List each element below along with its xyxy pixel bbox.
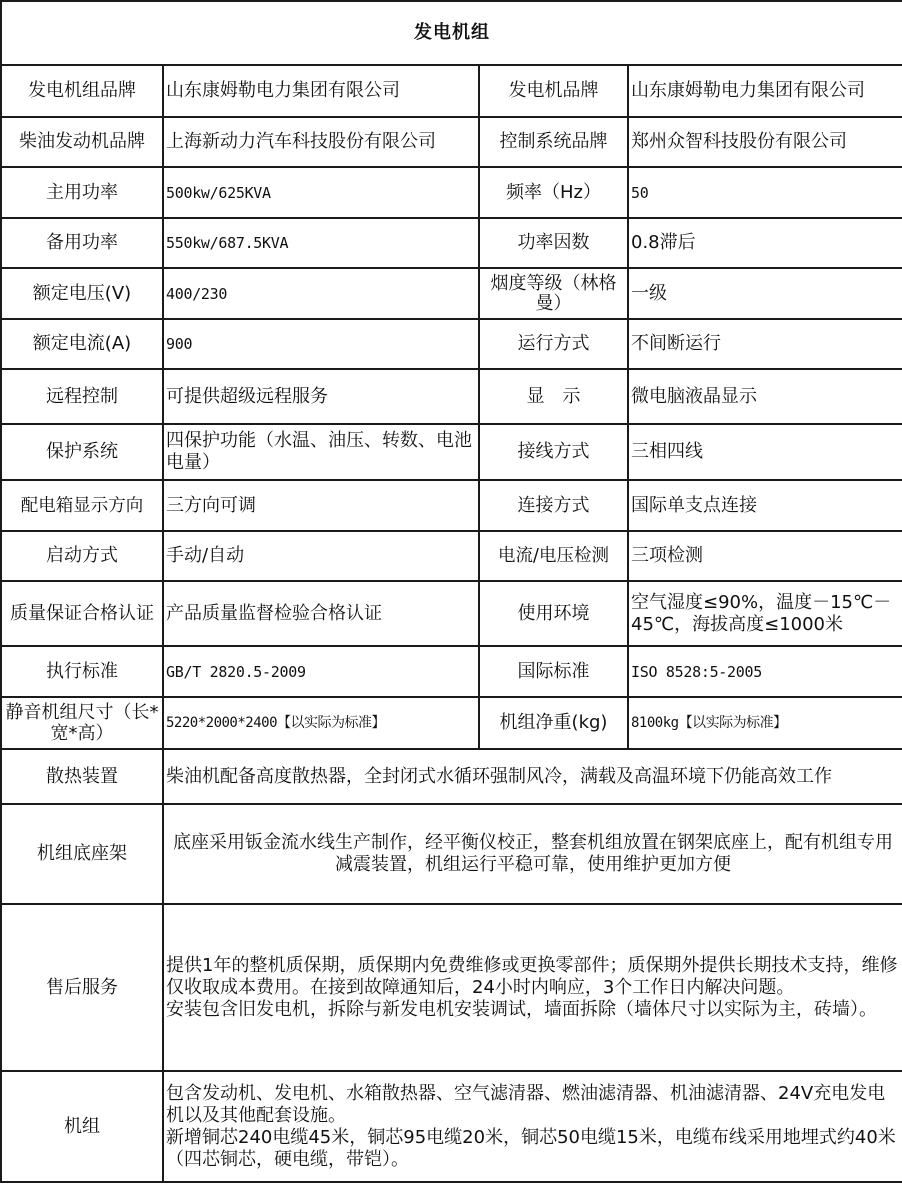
label-display: 显 示	[479, 369, 628, 424]
label-operation-mode: 运行方式	[479, 319, 628, 369]
value-standby-power: 550kw/687.5KVA	[163, 218, 479, 268]
label-panel-direction: 配电箱显示方向	[1, 480, 163, 531]
value-genset-brand: 山东康姆勒电力集团有限公司	[163, 65, 479, 117]
base-frame-text: 底座采用钣金流水线生产制作，经平衡仪校正，整套机组放置在钢架底座上，配有机组专用减震装置，机组运行平稳可靠，使用维护更加方便	[173, 832, 893, 875]
value-smoke-grade: 一级	[628, 268, 902, 319]
spec-row-genset-brand	[1, 65, 902, 117]
value-start-mode: 手动/自动	[163, 531, 479, 581]
value-display: 微电脑液晶显示	[628, 369, 902, 424]
value-net-weight: 8100kg【以实际为标准】	[628, 697, 902, 749]
label-standby-power: 备用功率	[1, 218, 163, 268]
value-panel-direction: 三方向可调	[163, 480, 479, 531]
label-rated-current: 额定电流(A)	[1, 319, 163, 369]
label-unit: 机组	[1, 1071, 163, 1182]
value-quality-certification: 产品质量监督检验合格认证	[163, 581, 479, 646]
value-diesel-engine-brand: 上海新动力汽车科技股份有限公司	[163, 117, 479, 167]
after-sales-installation-text: 安装包含旧发电机，拆除与新发电机安装调试，墙面拆除（墙体尺寸以实际为主，砖墙）。	[166, 998, 877, 1020]
label-international-standard: 国际标准	[479, 646, 628, 697]
spec-row-standards	[1, 646, 902, 697]
label-connection-method: 连接方式	[479, 480, 628, 531]
label-genset-brand: 发电机组品牌	[1, 65, 163, 117]
table-title: 发电机组	[1, 1, 902, 65]
label-rated-voltage: 额定电压(V)	[1, 268, 163, 319]
title-row	[1, 1, 902, 65]
spec-row-remote-control	[1, 369, 902, 424]
value-frequency: 50	[628, 167, 902, 218]
label-remote-control: 远程控制	[1, 369, 163, 424]
label-net-weight: 机组净重(kg)	[479, 697, 628, 749]
spec-row-start-mode	[1, 531, 902, 581]
value-current-voltage-detection: 三项检测	[628, 531, 902, 581]
value-wiring-method: 三相四线	[628, 424, 902, 480]
label-power-factor: 功率因数	[479, 218, 628, 268]
spec-row-prime-power	[1, 167, 902, 218]
label-dimensions: 静音机组尺寸（长*宽*高）	[1, 697, 163, 749]
value-base-frame	[163, 804, 902, 904]
value-cooling-device	[163, 749, 902, 804]
cooling-text: 柴油机配备高度散热器，全封闭式水循环强制风冷，满载及高温环境下仍能高效工作	[166, 765, 832, 787]
spec-row-standby-power	[1, 218, 902, 268]
spec-row-protection	[1, 424, 902, 480]
wide-row-unit	[1, 1071, 902, 1182]
value-generator-brand: 山东康姆勒电力集团有限公司	[628, 65, 902, 117]
value-unit	[163, 1071, 902, 1182]
value-connection-method: 国际单支点连接	[628, 480, 902, 531]
label-diesel-engine-brand: 柴油发动机品牌	[1, 117, 163, 167]
wide-row-base-frame	[1, 804, 902, 904]
value-operating-environment: 空气湿度≤90%，温度－15℃－45℃，海拔高度≤1000米	[628, 581, 902, 646]
label-generator-brand: 发电机品牌	[479, 65, 628, 117]
label-execution-standard: 执行标准	[1, 646, 163, 697]
spec-row-quality-cert	[1, 581, 902, 646]
spec-row-panel-direction	[1, 480, 902, 531]
wide-row-after-sales	[1, 904, 902, 1071]
label-current-voltage-detection: 电流/电压检测	[479, 531, 628, 581]
value-dimensions: 5220*2000*2400【以实际为标准】	[163, 697, 479, 749]
after-sales-warranty-text: 提供1年的整机质保期，质保期内免费维修或更换零部件；质保期外提供长期技术支持，维修仅收取成本费用。在接到故障通知后，24小时内响应，3个工作日内解决问题。	[166, 954, 898, 998]
spec-row-rated-current	[1, 319, 902, 369]
label-control-system-brand: 控制系统品牌	[479, 117, 628, 167]
label-cooling-device: 散热装置	[1, 749, 163, 804]
value-rated-current: 900	[163, 319, 479, 369]
label-protection-system: 保护系统	[1, 424, 163, 480]
label-prime-power: 主用功率	[1, 167, 163, 218]
label-operating-environment: 使用环境	[479, 581, 628, 646]
value-control-system-brand: 郑州众智科技股份有限公司	[628, 117, 902, 167]
value-international-standard: ISO 8528:5-2005	[628, 646, 902, 697]
label-wiring-method: 接线方式	[479, 424, 628, 480]
spec-row-engine-brand	[1, 117, 902, 167]
label-start-mode: 启动方式	[1, 531, 163, 581]
value-operation-mode: 不间断运行	[628, 319, 902, 369]
label-quality-certification: 质量保证合格认证	[1, 581, 163, 646]
label-frequency: 频率（Hz）	[479, 167, 628, 218]
label-smoke-grade: 烟度等级（林格曼）	[479, 268, 628, 319]
value-execution-standard: GB/T 2820.5-2009	[163, 646, 479, 697]
value-protection-system: 四保护功能（水温、油压、转数、电池电量）	[163, 424, 479, 480]
unit-components-text: 包含发动机、发电机、水箱散热器、空气滤清器、燃油滤清器、机油滤清器、24V充电发电机以及其他配套设施。	[166, 1082, 886, 1126]
value-rated-voltage: 400/230	[163, 268, 479, 319]
value-remote-control: 可提供超级远程服务	[163, 369, 479, 424]
spec-row-dimensions-weight	[1, 697, 902, 749]
value-power-factor: 0.8滞后	[628, 218, 902, 268]
unit-cables-text: 新增铜芯240电缆45米，铜芯95电缆20米，铜芯50电缆15米，电缆布线采用地埋式约40米（四芯铜芯，硬电缆，带铠）。	[166, 1126, 896, 1170]
value-after-sales	[163, 904, 902, 1071]
value-prime-power: 500kw/625KVA	[163, 167, 479, 218]
label-base-frame: 机组底座架	[1, 804, 163, 904]
wide-row-cooling	[1, 749, 902, 804]
label-after-sales: 售后服务	[1, 904, 163, 1071]
spec-row-rated-voltage	[1, 268, 902, 319]
